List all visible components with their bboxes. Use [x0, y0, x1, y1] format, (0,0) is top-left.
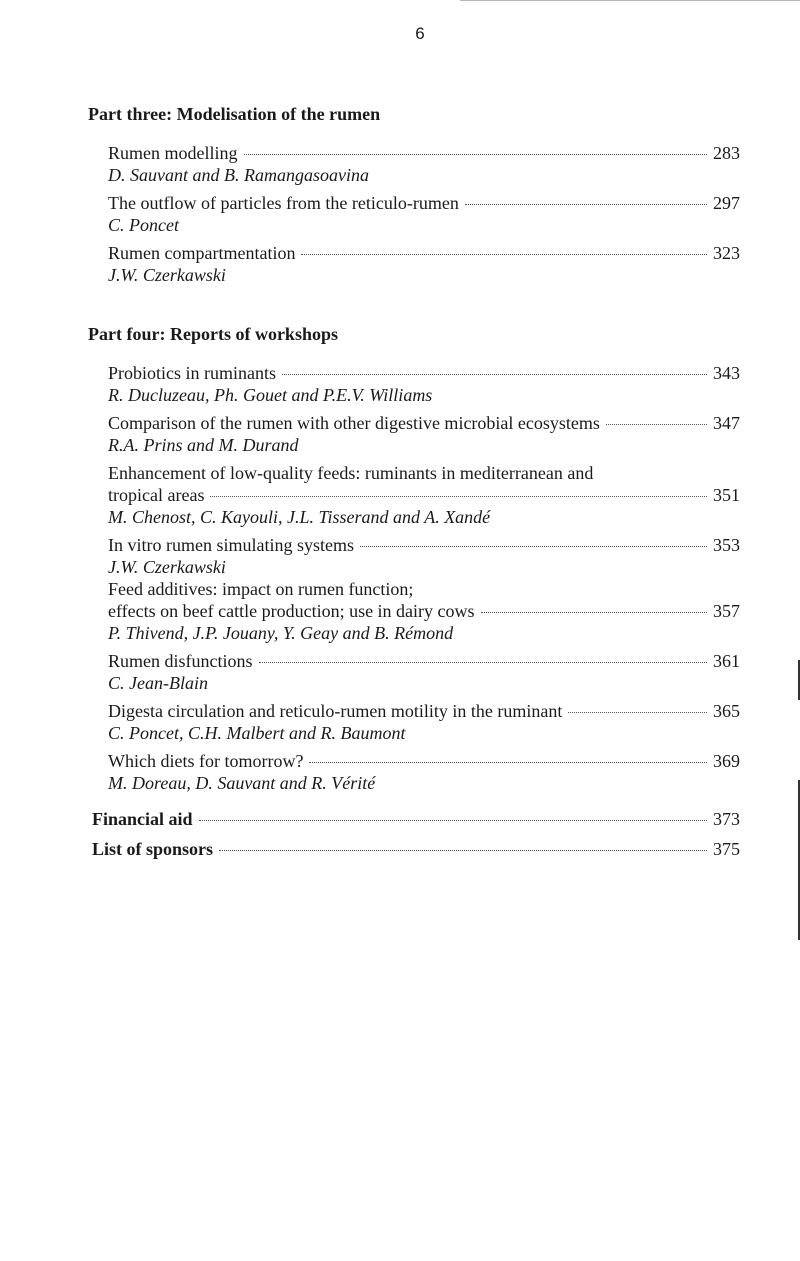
entry-title: In vitro rumen simulating systems — [108, 535, 354, 555]
dot-leader — [282, 374, 707, 375]
toc-entry-financial-aid — [92, 808, 740, 830]
entry-list — [108, 142, 740, 286]
dot-leader — [481, 612, 707, 613]
entry-page: 283 — [713, 143, 740, 163]
entry-page: 353 — [713, 535, 740, 555]
entry-authors: C. Poncet, C.H. Malbert and R. Baumont — [108, 723, 406, 743]
entry-title: Rumen compartmentation — [108, 243, 296, 263]
entry-page: 347 — [713, 413, 740, 433]
toc-entry — [108, 242, 740, 286]
entry-title: Rumen disfunctions — [108, 651, 253, 671]
entry-title-line — [92, 808, 740, 830]
entry-title: Which diets for tomorrow? — [108, 751, 304, 771]
entry-page: 323 — [713, 243, 740, 263]
entry-title-line — [108, 750, 740, 772]
toc-entry — [108, 578, 740, 644]
table-of-contents — [88, 102, 740, 860]
entry-title-line — [108, 700, 740, 722]
entry-authors: C. Jean-Blain — [108, 673, 208, 693]
entry-page: 297 — [713, 193, 740, 213]
entry-authors: J.W. Czerkawski — [108, 557, 226, 577]
entry-title: Comparison of the rumen with other digestive microbial ecosystems — [108, 413, 600, 433]
entry-page: 361 — [713, 651, 740, 671]
entry-authors: P. Thivend, J.P. Jouany, Y. Geay and B. Rémond — [108, 623, 454, 643]
toc-entry — [108, 142, 740, 186]
entry-title-line — [108, 484, 740, 506]
entry-authors: M. Doreau, D. Sauvant and R. Vérité — [108, 773, 376, 793]
entry-list — [108, 362, 740, 794]
toc-section-part-four — [88, 322, 740, 794]
entry-title: tropical areas — [108, 485, 205, 505]
dot-leader — [301, 254, 707, 255]
entry-title: effects on beef cattle production; use in dairy cows — [108, 601, 475, 621]
toc-entry — [108, 534, 740, 578]
dot-leader — [244, 154, 708, 155]
entry-title-first-line: Feed additives: impact on rumen function; — [108, 579, 414, 599]
entry-title-line — [108, 142, 740, 164]
dot-leader — [360, 546, 707, 547]
scan-edge-rule — [460, 0, 800, 1]
dot-leader — [199, 820, 707, 821]
dot-leader — [210, 496, 707, 497]
entry-title-line — [108, 362, 740, 384]
toc-entry — [108, 412, 740, 456]
dot-leader — [309, 762, 707, 763]
section-heading: Part four: Reports of workshops — [88, 324, 338, 344]
entry-title: Digesta circulation and reticulo-rumen motility in the ruminant — [108, 701, 563, 721]
toc-entry — [108, 192, 740, 236]
toc-entry — [108, 650, 740, 694]
toc-section-part-three — [88, 102, 740, 286]
entry-page: 343 — [713, 363, 740, 383]
toc-entry-list-of-sponsors — [92, 838, 740, 860]
entry-title: Financial aid — [92, 809, 193, 829]
dot-leader — [465, 204, 707, 205]
toc-entry — [108, 700, 740, 744]
entry-title-line — [108, 650, 740, 672]
entry-title-line — [92, 838, 740, 860]
dot-leader — [606, 424, 707, 425]
section-heading: Part three: Modelisation of the rumen — [88, 104, 381, 124]
entry-page: 357 — [713, 601, 740, 621]
entry-page: 351 — [713, 485, 740, 505]
entry-title: Rumen modelling — [108, 143, 238, 163]
dot-leader — [259, 662, 708, 663]
entry-authors: M. Chenost, C. Kayouli, J.L. Tisserand and A. Xandé — [108, 507, 491, 527]
entry-title-first-line: Enhancement of low-quality feeds: ruminants in mediterranean and — [108, 463, 594, 483]
entry-title-line — [108, 534, 740, 556]
dot-leader — [568, 712, 707, 713]
entry-title: Probiotics in ruminants — [108, 363, 276, 383]
entry-title: The outflow of particles from the reticulo-rumen — [108, 193, 459, 213]
entry-title-line — [108, 242, 740, 264]
entry-page: 373 — [713, 809, 740, 829]
entry-title-line — [108, 412, 740, 434]
toc-entry — [108, 462, 740, 528]
entry-page: 375 — [713, 839, 740, 859]
entry-authors: C. Poncet — [108, 215, 179, 235]
toc-entry — [108, 362, 740, 406]
entry-page: 365 — [713, 701, 740, 721]
entry-authors: R. Ducluzeau, Ph. Gouet and P.E.V. Williams — [108, 385, 433, 405]
entry-authors: J.W. Czerkawski — [108, 265, 226, 285]
entry-title: List of sponsors — [92, 839, 214, 859]
entry-page: 369 — [713, 751, 740, 771]
page-number: 6 — [415, 24, 425, 43]
toc-entry — [108, 750, 740, 794]
entry-authors: D. Sauvant and B. Ramangasoavina — [108, 165, 369, 185]
entry-title-line — [108, 600, 740, 622]
entry-authors: R.A. Prins and M. Durand — [108, 435, 299, 455]
dot-leader — [219, 850, 707, 851]
entry-title-line — [108, 192, 740, 214]
